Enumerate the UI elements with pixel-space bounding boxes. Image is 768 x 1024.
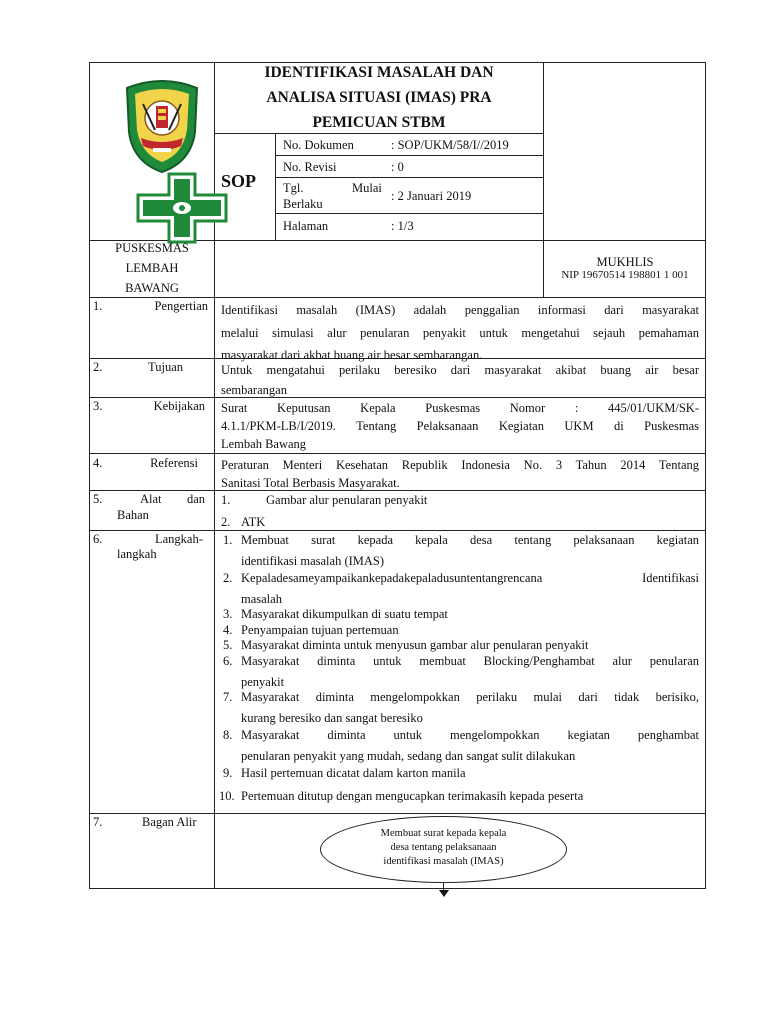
step-text: Membuat surat kepada kepala desa tentang pelaksanaan kegiatan — [241, 533, 699, 547]
item-number: 2. — [221, 515, 231, 529]
doc-no-label: No. Dokumen — [283, 138, 354, 152]
step-number: 6. — [223, 654, 233, 668]
section-label: Kebijakan — [153, 399, 205, 413]
flow-line: desa tentang pelaksanaan — [390, 842, 497, 853]
step-number: 5. — [223, 638, 233, 652]
doc-no-value: : SOP/UKM/58/I//2019 — [391, 138, 509, 152]
signer-name: MUKHLIS — [596, 255, 654, 269]
pengertian-text — [221, 299, 699, 367]
tujuan-text — [221, 360, 699, 400]
referensi-text — [221, 456, 699, 492]
tgl-value: : 2 Januari 2019 — [391, 189, 472, 203]
title-line-3: PEMICUAN STBM — [312, 114, 446, 131]
section-label: Tujuan — [148, 360, 183, 374]
text-line: melalui simulasi alur penularan penyakit untuk mengetahui sejauh pemahaman — [221, 325, 699, 340]
section-number: 5. — [93, 492, 103, 506]
step-text-continued: kurang beresiko dan sangat beresiko — [241, 711, 423, 725]
step-text: Masyarakat diminta untuk membuat Blocking/Penghambat alur penularan — [241, 654, 699, 668]
section-label: Bagan Alir — [142, 815, 197, 829]
text-line: Peraturan Menteri Kesehatan Republik Indonesia No. 3 Tahun 2014 Tentang — [221, 458, 699, 472]
text-line: Identifikasi masalah (IMAS) adalah penggalian informasi dari masyarakat — [221, 303, 699, 317]
document-title — [232, 60, 526, 135]
step-text-continued: penyakit — [241, 675, 285, 689]
step-text-continued: penularan penyakit yang mudah, sedang dan sangat sulit dilakukan — [241, 749, 576, 763]
step-text: Masyarakat diminta untuk mengelompokkan kegiatan penghambat — [241, 728, 699, 742]
puskesmas-line-3: BAWANG — [125, 281, 179, 295]
step-number: 8. — [223, 728, 233, 742]
item-number: 1. — [221, 493, 231, 507]
revisi-label: No. Revisi — [283, 160, 337, 174]
section-number: 6. — [93, 532, 103, 546]
section-label: langkah — [117, 547, 157, 561]
tgl-label: Tgl. — [283, 181, 304, 195]
signer-nip: NIP 19670514 198801 1 001 — [561, 269, 689, 281]
text-line: Lembah Bawang — [221, 437, 307, 451]
step-number: 4. — [223, 623, 233, 637]
kebijakan-text — [221, 399, 699, 453]
item-text: ATK — [241, 515, 266, 529]
section-label: Langkah- — [155, 532, 203, 546]
step-text: Pertemuan ditutup dengan mengucapkan terimakasih kepada peserta — [241, 789, 584, 803]
step-number: 2. — [223, 571, 233, 585]
step-text: Masyarakat diminta mengelompokkan perilaku mulai dari tidak berisiko, — [241, 690, 699, 704]
sop-label: SOP — [221, 171, 257, 191]
section-label: dan — [187, 492, 206, 506]
step-text-continued: masalah — [241, 592, 282, 606]
halaman-label: Halaman — [283, 219, 329, 233]
step-text: Kepaladesameyampaikankepadakepaladusuntentangrencana Identifikasi — [241, 571, 699, 585]
title-line-2: ANALISA SITUASI (IMAS) PRA — [266, 89, 492, 106]
step-text-continued: identifikasi masalah (IMAS) — [241, 554, 385, 568]
item-text: Gambar alur penularan penyakit — [266, 493, 428, 507]
text-line: Sanitasi Total Berbasis Masyarakat. — [221, 476, 400, 490]
step-text: Penyampaian tujuan pertemuan — [241, 623, 399, 637]
section-number: 7. — [93, 815, 103, 829]
flowchart-node-text — [330, 827, 557, 869]
puskesmas-line-1: PUSKESMAS — [115, 241, 189, 255]
revisi-value: : 0 — [391, 160, 404, 174]
step-number: 3. — [223, 607, 233, 621]
step-number: 10. — [219, 789, 235, 803]
health-cross-icon — [136, 172, 228, 244]
mulai-label: Mulai — [352, 181, 382, 195]
arrow-down-icon — [438, 890, 450, 898]
step-text: Hasil pertemuan dicatat dalam karton manila — [241, 766, 466, 780]
section-label: Referensi — [150, 456, 198, 470]
title-line-1: IDENTIFIKASI MASALAH DAN — [264, 64, 494, 81]
text-line: Surat Keputusan Kepala Puskesmas Nomor : 445/01/UKM/SK- — [221, 401, 699, 415]
section-number: 2. — [93, 360, 103, 374]
text-line: Untuk mengatahui perilaku beresiko dari masyarakat akibat buang air besar — [221, 363, 699, 377]
step-number: 7. — [223, 690, 233, 704]
regency-emblem-icon — [121, 80, 203, 176]
step-text: Masyarakat diminta untuk menyusun gambar alur penularan penyakit — [241, 638, 589, 652]
halaman-value: : 1/3 — [391, 219, 414, 233]
section-label: Alat — [140, 492, 162, 506]
step-text: Masyarakat dikumpulkan di suatu tempat — [241, 607, 448, 621]
section-number: 4. — [93, 456, 103, 470]
text-line: masyarakat dari akbat buang air besar sembarangan. — [221, 348, 483, 362]
text-line: 4.1.1/PKM-LB/I/2019. Tentang Pelaksanaan Kegiatan UKM di Puskesmas — [221, 419, 699, 433]
text-line: sembarangan — [221, 383, 287, 397]
step-number: 1. — [223, 533, 233, 547]
section-label: Bahan — [117, 508, 149, 522]
berlaku-label: Berlaku — [283, 197, 323, 211]
section-number: 3. — [93, 399, 103, 413]
step-number: 9. — [223, 766, 233, 780]
section-label: Pengertian — [154, 299, 208, 313]
flow-line: identifikasi masalah (IMAS) — [383, 856, 504, 867]
flow-line: Membuat surat kepada kepala — [380, 828, 507, 839]
section-number: 1. — [93, 299, 103, 313]
puskesmas-line-2: LEMBAH — [125, 261, 179, 275]
puskesmas-name — [92, 238, 212, 298]
